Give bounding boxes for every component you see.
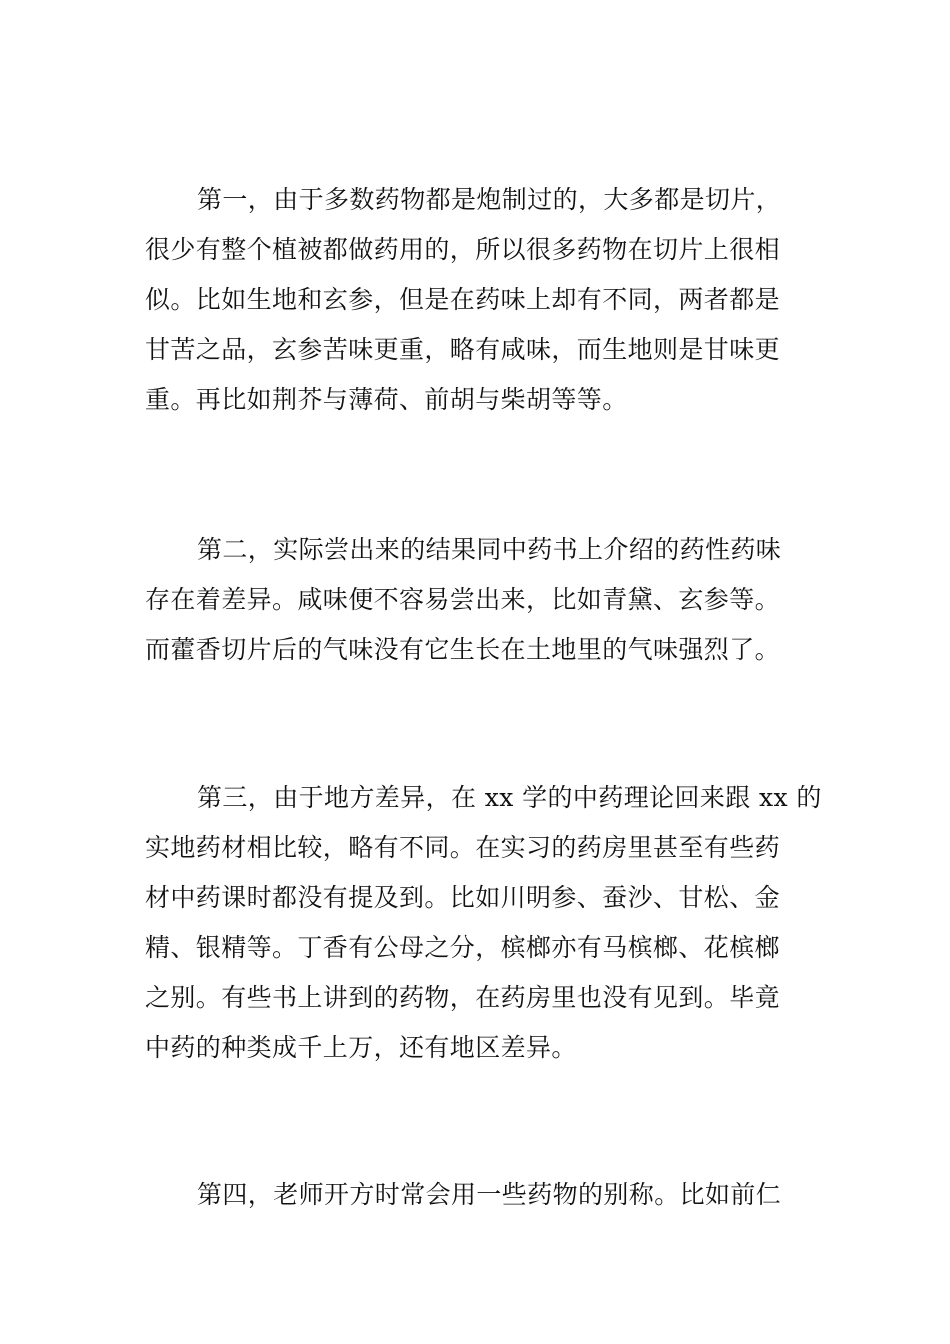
paragraph-3-line-3: 材中药课时都没有提及到。比如川明参、蚕沙、甘松、金 [145, 883, 781, 912]
paragraph-2-line-3: 而藿香切片后的气味没有它生长在土地里的气味强烈了。 [145, 635, 781, 664]
paragraph-2-line-1: 第二，实际尝出来的结果同中药书上介绍的药性药味 [197, 535, 782, 564]
paragraph-4-line-1: 第四，老师开方时常会用一些药物的别称。比如前仁 [197, 1180, 782, 1209]
paragraph-1-line-3: 似。比如生地和玄参，但是在药味上却有不同，两者都是 [145, 285, 781, 314]
paragraph-1-line-1: 第一，由于多数药物都是炮制过的，大多都是切片， [197, 185, 782, 214]
paragraph-1-line-2: 很少有整个植被都做药用的，所以很多药物在切片上很相 [145, 235, 781, 264]
paragraph-3-line-1: 第三，由于地方差异，在 xx 学的中药理论回来跟 xx 的 [197, 783, 822, 812]
paragraph-3-line-6: 中药的种类成千上万，还有地区差异。 [145, 1033, 577, 1062]
paragraph-3-line-2: 实地药材相比较，略有不同。在实习的药房里甚至有些药 [145, 833, 781, 862]
paragraph-1-line-5: 重。再比如荆芥与薄荷、前胡与柴胡等等。 [145, 385, 628, 414]
paragraph-2-line-2: 存在着差异。咸味便不容易尝出来，比如青黛、玄参等。 [145, 585, 781, 614]
paragraph-3-line-4: 精、银精等。丁香有公母之分，槟榔亦有马槟榔、花槟榔 [145, 933, 781, 962]
paragraph-1-line-4: 甘苦之品，玄参苦味更重，略有咸味，而生地则是甘味更 [145, 335, 781, 364]
paragraph-3-line-5: 之别。有些书上讲到的药物，在药房里也没有见到。毕竟 [145, 983, 781, 1012]
